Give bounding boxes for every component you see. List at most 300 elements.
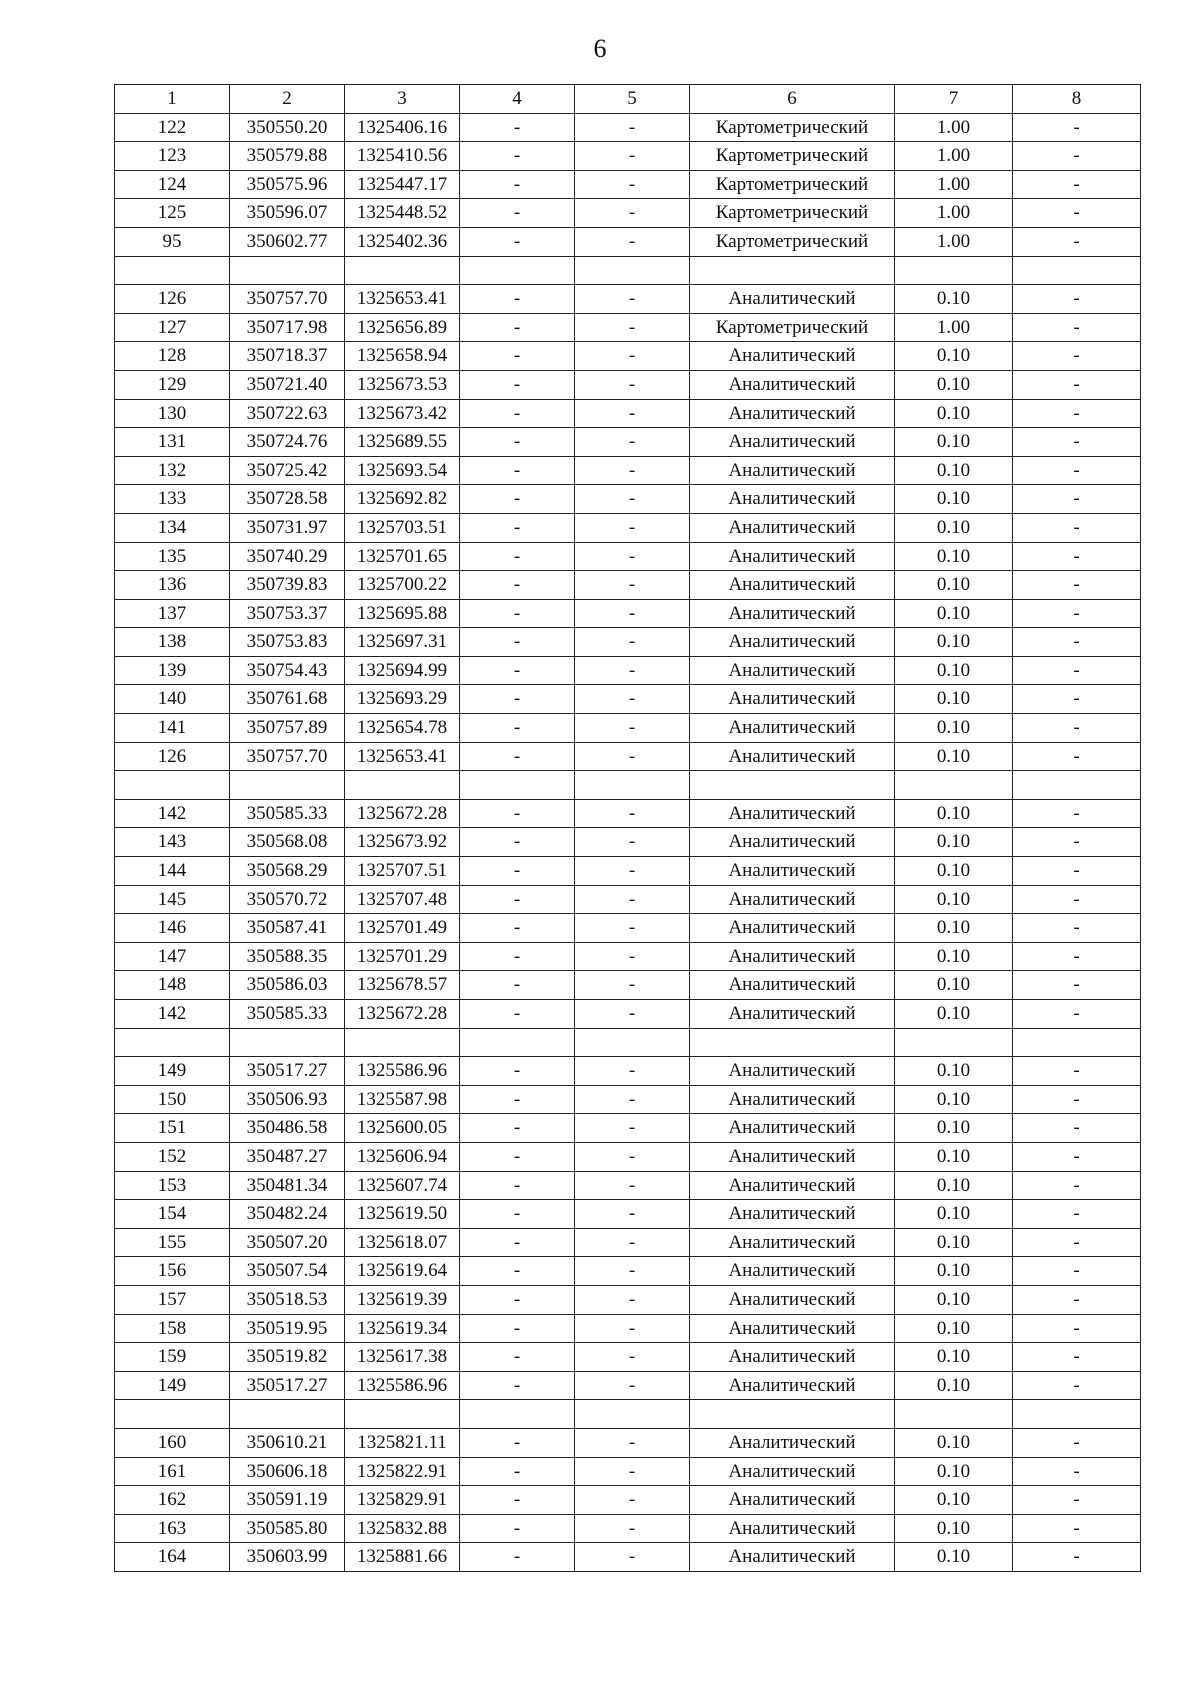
y-coordinate-cell: 1325618.07 [345,1228,460,1257]
method-cell: Аналитический [690,1543,895,1572]
accuracy-cell: 0.10 [895,742,1013,771]
y-coordinate-cell: 1325606.94 [345,1142,460,1171]
y-coordinate-cell: 1325653.41 [345,742,460,771]
col4-cell: - [460,1543,575,1572]
col8-cell: - [1013,857,1141,886]
col8-cell: - [1013,599,1141,628]
method-cell: Картометрический [690,170,895,199]
col4-cell: - [460,1285,575,1314]
method-cell: Аналитический [690,1343,895,1372]
y-coordinate-cell: 1325703.51 [345,513,460,542]
point-number-cell: 162 [115,1486,230,1515]
column-header: 2 [230,85,345,114]
table-row [115,1428,1141,1457]
col5-cell: - [575,1000,690,1029]
col5-cell [575,771,690,800]
col5-cell: - [575,1257,690,1286]
method-cell: Аналитический [690,857,895,886]
point-number-cell: 161 [115,1457,230,1486]
col4-cell: - [460,1057,575,1086]
point-number-cell: 135 [115,542,230,571]
accuracy-cell: 0.10 [895,1085,1013,1114]
col4-cell: - [460,542,575,571]
x-coordinate-cell: 350487.27 [230,1142,345,1171]
method-cell: Аналитический [690,485,895,514]
col8-cell: - [1013,1343,1141,1372]
col8-cell: - [1013,313,1141,342]
x-coordinate-cell: 350587.41 [230,914,345,943]
x-coordinate-cell: 350519.82 [230,1343,345,1372]
y-coordinate-cell: 1325617.38 [345,1343,460,1372]
col5-cell: - [575,1114,690,1143]
table-row [115,685,1141,714]
y-coordinate-cell: 1325701.29 [345,942,460,971]
col8-cell: - [1013,485,1141,514]
col5-cell: - [575,1228,690,1257]
col5-cell: - [575,1514,690,1543]
method-cell: Аналитический [690,742,895,771]
col5-cell: - [575,1314,690,1343]
col5-cell: - [575,285,690,314]
col4-cell: - [460,714,575,743]
method-cell: Аналитический [690,1257,895,1286]
y-coordinate-cell: 1325700.22 [345,571,460,600]
table-row [115,799,1141,828]
column-header: 6 [690,85,895,114]
table-header-row [115,85,1141,114]
table-row [115,942,1141,971]
x-coordinate-cell: 350757.89 [230,714,345,743]
col5-cell: - [575,170,690,199]
method-cell: Аналитический [690,1228,895,1257]
col4-cell: - [460,313,575,342]
col4-cell: - [460,656,575,685]
col4-cell: - [460,828,575,857]
method-cell [690,771,895,800]
point-number-cell: 129 [115,370,230,399]
table-row [115,656,1141,685]
accuracy-cell: 0.10 [895,1543,1013,1572]
table-row [115,313,1141,342]
table-row [115,1114,1141,1143]
table-row [115,742,1141,771]
y-coordinate-cell [345,1400,460,1429]
accuracy-cell: 0.10 [895,1486,1013,1515]
col8-cell: - [1013,1371,1141,1400]
method-cell: Аналитический [690,399,895,428]
accuracy-cell: 0.10 [895,1371,1013,1400]
point-number-cell [115,1028,230,1057]
accuracy-cell: 0.10 [895,628,1013,657]
point-number-cell: 141 [115,714,230,743]
col5-cell: - [575,1543,690,1572]
y-coordinate-cell: 1325653.41 [345,285,460,314]
method-cell: Аналитический [690,971,895,1000]
x-coordinate-cell [230,1400,345,1429]
point-number-cell: 147 [115,942,230,971]
accuracy-cell: 0.10 [895,714,1013,743]
column-header: 4 [460,85,575,114]
col8-cell: - [1013,542,1141,571]
accuracy-cell: 0.10 [895,656,1013,685]
point-number-cell: 146 [115,914,230,943]
col4-cell: - [460,914,575,943]
accuracy-cell: 0.10 [895,685,1013,714]
x-coordinate-cell: 350717.98 [230,313,345,342]
col4-cell: - [460,1457,575,1486]
x-coordinate-cell: 350579.88 [230,142,345,171]
y-coordinate-cell: 1325693.54 [345,456,460,485]
y-coordinate-cell: 1325586.96 [345,1057,460,1086]
point-number-cell: 150 [115,1085,230,1114]
col5-cell: - [575,399,690,428]
col5-cell: - [575,1171,690,1200]
col8-cell: - [1013,428,1141,457]
accuracy-cell: 0.10 [895,571,1013,600]
col4-cell: - [460,971,575,1000]
point-number-cell: 158 [115,1314,230,1343]
x-coordinate-cell: 350586.03 [230,971,345,1000]
table-row [115,227,1141,256]
table-row [115,1314,1141,1343]
accuracy-cell: 0.10 [895,857,1013,886]
col8-cell: - [1013,1228,1141,1257]
col5-cell: - [575,428,690,457]
col5-cell: - [575,142,690,171]
method-cell: Аналитический [690,828,895,857]
col4-cell: - [460,1257,575,1286]
table-row [115,1343,1141,1372]
accuracy-cell: 0.10 [895,342,1013,371]
accuracy-cell: 0.10 [895,285,1013,314]
col5-cell: - [575,885,690,914]
method-cell: Аналитический [690,1371,895,1400]
col8-cell: - [1013,828,1141,857]
accuracy-cell: 0.10 [895,1142,1013,1171]
method-cell: Аналитический [690,1142,895,1171]
method-cell: Аналитический [690,1085,895,1114]
accuracy-cell: 0.10 [895,1457,1013,1486]
x-coordinate-cell: 350718.37 [230,342,345,371]
x-coordinate-cell: 350568.29 [230,857,345,886]
point-number-cell: 155 [115,1228,230,1257]
point-number-cell: 163 [115,1514,230,1543]
accuracy-cell: 0.10 [895,456,1013,485]
y-coordinate-cell [345,771,460,800]
coordinates-table [114,84,1141,1572]
y-coordinate-cell [345,256,460,285]
col4-cell: - [460,342,575,371]
y-coordinate-cell: 1325832.88 [345,1514,460,1543]
y-coordinate-cell: 1325587.98 [345,1085,460,1114]
y-coordinate-cell: 1325821.11 [345,1428,460,1457]
x-coordinate-cell: 350506.93 [230,1085,345,1114]
accuracy-cell: 0.10 [895,1228,1013,1257]
point-number-cell: 160 [115,1428,230,1457]
col8-cell: - [1013,142,1141,171]
column-header: 1 [115,85,230,114]
col5-cell: - [575,714,690,743]
accuracy-cell: 0.10 [895,1428,1013,1457]
col4-cell: - [460,1114,575,1143]
x-coordinate-cell: 350740.29 [230,542,345,571]
col4-cell [460,256,575,285]
col5-cell: - [575,628,690,657]
y-coordinate-cell: 1325701.65 [345,542,460,571]
x-coordinate-cell: 350585.33 [230,799,345,828]
table-row [115,142,1141,171]
table-row [115,1371,1141,1400]
col4-cell: - [460,399,575,428]
col4-cell: - [460,199,575,228]
col4-cell: - [460,1142,575,1171]
point-number-cell: 136 [115,571,230,600]
y-coordinate-cell: 1325881.66 [345,1543,460,1572]
table-row [115,1171,1141,1200]
col5-cell: - [575,370,690,399]
method-cell: Аналитический [690,1457,895,1486]
y-coordinate-cell: 1325607.74 [345,1171,460,1200]
col8-cell: - [1013,885,1141,914]
table-row [115,971,1141,1000]
table-row [115,1285,1141,1314]
col5-cell: - [575,542,690,571]
col5-cell: - [575,599,690,628]
accuracy-cell: 1.00 [895,227,1013,256]
col8-cell: - [1013,513,1141,542]
table-separator-row [115,256,1141,285]
col8-cell: - [1013,227,1141,256]
x-coordinate-cell: 350486.58 [230,1114,345,1143]
col8-cell: - [1013,1285,1141,1314]
col4-cell: - [460,1000,575,1029]
col8-cell: - [1013,170,1141,199]
accuracy-cell: 1.00 [895,113,1013,142]
table-row [115,1486,1141,1515]
col5-cell: - [575,485,690,514]
accuracy-cell: 0.10 [895,1514,1013,1543]
col8-cell: - [1013,342,1141,371]
point-number-cell: 149 [115,1371,230,1400]
col5-cell: - [575,1057,690,1086]
point-number-cell: 149 [115,1057,230,1086]
method-cell: Аналитический [690,1171,895,1200]
table-row [115,113,1141,142]
point-number-cell: 131 [115,428,230,457]
col5-cell: - [575,513,690,542]
accuracy-cell: 1.00 [895,170,1013,199]
point-number-cell: 151 [115,1114,230,1143]
column-header: 3 [345,85,460,114]
point-number-cell: 153 [115,1171,230,1200]
table-row [115,1000,1141,1029]
table-row [115,399,1141,428]
col4-cell: - [460,285,575,314]
method-cell: Аналитический [690,628,895,657]
col5-cell: - [575,1142,690,1171]
col4-cell: - [460,170,575,199]
accuracy-cell: 0.10 [895,971,1013,1000]
method-cell: Аналитический [690,799,895,828]
accuracy-cell: 0.10 [895,1171,1013,1200]
y-coordinate-cell: 1325656.89 [345,313,460,342]
accuracy-cell: 0.10 [895,942,1013,971]
col5-cell: - [575,456,690,485]
x-coordinate-cell: 350585.33 [230,1000,345,1029]
col8-cell: - [1013,1114,1141,1143]
col4-cell: - [460,227,575,256]
method-cell: Аналитический [690,685,895,714]
accuracy-cell: 1.00 [895,142,1013,171]
col4-cell: - [460,513,575,542]
col8-cell: - [1013,971,1141,1000]
y-coordinate-cell: 1325707.51 [345,857,460,886]
table-row [115,513,1141,542]
method-cell: Аналитический [690,714,895,743]
col5-cell: - [575,828,690,857]
col4-cell: - [460,1428,575,1457]
method-cell: Аналитический [690,1057,895,1086]
table-body [115,113,1141,1571]
y-coordinate-cell: 1325672.28 [345,1000,460,1029]
col8-cell: - [1013,1171,1141,1200]
accuracy-cell: 0.10 [895,914,1013,943]
y-coordinate-cell: 1325697.31 [345,628,460,657]
col5-cell: - [575,685,690,714]
point-number-cell: 125 [115,199,230,228]
point-number-cell: 134 [115,513,230,542]
table-row [115,1257,1141,1286]
page-number: 6 [593,34,607,63]
col4-cell: - [460,885,575,914]
col5-cell: - [575,113,690,142]
x-coordinate-cell: 350588.35 [230,942,345,971]
y-coordinate-cell: 1325693.29 [345,685,460,714]
col4-cell: - [460,742,575,771]
col8-cell: - [1013,1543,1141,1572]
y-coordinate-cell: 1325600.05 [345,1114,460,1143]
point-number-cell: 123 [115,142,230,171]
y-coordinate-cell: 1325672.28 [345,799,460,828]
x-coordinate-cell: 350739.83 [230,571,345,600]
table-row [115,1142,1141,1171]
x-coordinate-cell: 350519.95 [230,1314,345,1343]
col8-cell: - [1013,1486,1141,1515]
x-coordinate-cell: 350731.97 [230,513,345,542]
table-row [115,571,1141,600]
y-coordinate-cell: 1325619.64 [345,1257,460,1286]
y-coordinate-cell: 1325658.94 [345,342,460,371]
point-number-cell: 137 [115,599,230,628]
col8-cell: - [1013,399,1141,428]
y-coordinate-cell: 1325692.82 [345,485,460,514]
table-row [115,170,1141,199]
y-coordinate-cell: 1325829.91 [345,1486,460,1515]
col8-cell [1013,256,1141,285]
method-cell: Аналитический [690,1114,895,1143]
method-cell: Аналитический [690,513,895,542]
col8-cell: - [1013,1057,1141,1086]
col5-cell: - [575,342,690,371]
y-coordinate-cell: 1325619.50 [345,1200,460,1229]
y-coordinate-cell: 1325689.55 [345,428,460,457]
point-number-cell: 154 [115,1200,230,1229]
col5-cell: - [575,857,690,886]
x-coordinate-cell: 350603.99 [230,1543,345,1572]
col8-cell [1013,1400,1141,1429]
method-cell: Картометрический [690,227,895,256]
col8-cell: - [1013,1000,1141,1029]
method-cell: Аналитический [690,942,895,971]
y-coordinate-cell: 1325402.36 [345,227,460,256]
point-number-cell: 138 [115,628,230,657]
table-separator-row [115,1400,1141,1429]
col8-cell: - [1013,456,1141,485]
col8-cell: - [1013,1514,1141,1543]
x-coordinate-cell: 350602.77 [230,227,345,256]
table-row [115,199,1141,228]
point-number-cell: 126 [115,285,230,314]
y-coordinate-cell: 1325673.42 [345,399,460,428]
col5-cell: - [575,1371,690,1400]
col8-cell: - [1013,1314,1141,1343]
col5-cell [575,1400,690,1429]
x-coordinate-cell: 350550.20 [230,113,345,142]
point-number-cell [115,771,230,800]
x-coordinate-cell: 350757.70 [230,742,345,771]
y-coordinate-cell: 1325447.17 [345,170,460,199]
method-cell: Картометрический [690,199,895,228]
method-cell: Аналитический [690,1514,895,1543]
y-coordinate-cell: 1325701.49 [345,914,460,943]
x-coordinate-cell: 350482.24 [230,1200,345,1229]
table-row [115,857,1141,886]
table-separator-row [115,771,1141,800]
col8-cell: - [1013,1428,1141,1457]
point-number-cell: 133 [115,485,230,514]
x-coordinate-cell: 350517.27 [230,1057,345,1086]
accuracy-cell: 1.00 [895,199,1013,228]
x-coordinate-cell: 350753.83 [230,628,345,657]
method-cell: Картометрический [690,113,895,142]
y-coordinate-cell: 1325694.99 [345,656,460,685]
table-row [115,714,1141,743]
point-number-cell: 126 [115,742,230,771]
x-coordinate-cell: 350757.70 [230,285,345,314]
accuracy-cell [895,771,1013,800]
col8-cell: - [1013,1085,1141,1114]
point-number-cell: 132 [115,456,230,485]
col5-cell: - [575,227,690,256]
col8-cell: - [1013,370,1141,399]
x-coordinate-cell: 350725.42 [230,456,345,485]
point-number-cell: 95 [115,227,230,256]
col4-cell: - [460,571,575,600]
col8-cell: - [1013,714,1141,743]
accuracy-cell: 0.10 [895,599,1013,628]
x-coordinate-cell: 350610.21 [230,1428,345,1457]
column-header: 7 [895,85,1013,114]
col5-cell: - [575,799,690,828]
col8-cell [1013,771,1141,800]
y-coordinate-cell: 1325673.53 [345,370,460,399]
point-number-cell: 122 [115,113,230,142]
col8-cell: - [1013,1457,1141,1486]
point-number-cell: 148 [115,971,230,1000]
table-row [115,1085,1141,1114]
col5-cell: - [575,1285,690,1314]
table-row [115,885,1141,914]
